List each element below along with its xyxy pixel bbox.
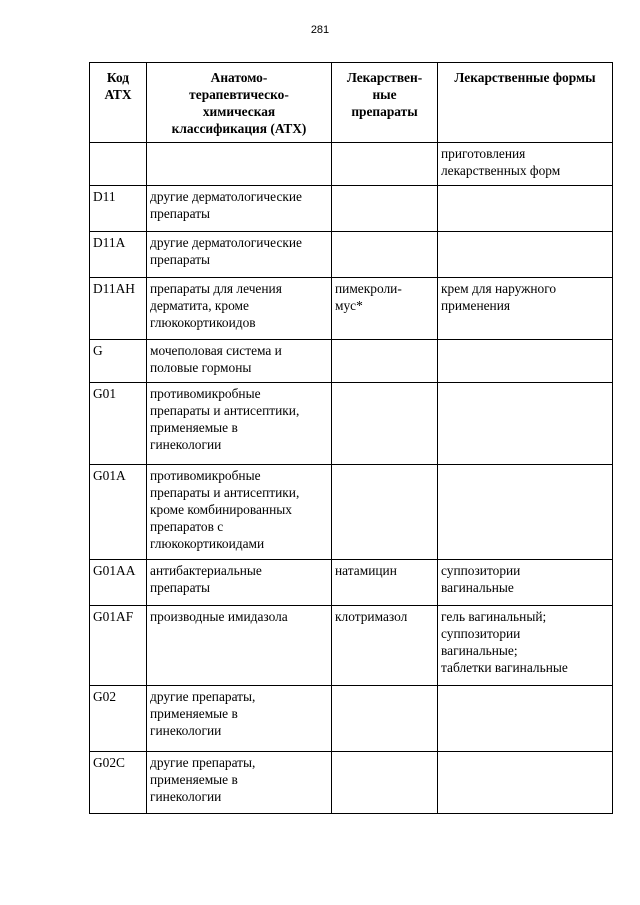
row-drug-name [332,186,438,232]
row-classification: другие дерматологические препараты [147,232,332,278]
row-classification: противомикробные препараты и антисептики, кроме комбинированных препаратов с глюкокортикоидами [147,465,332,560]
row-dosage-forms [438,186,613,232]
table-row [90,560,613,606]
row-atc-code: G02C [90,752,147,814]
atc-classification-table [89,62,613,814]
row-atc-code: D11AH [90,278,147,340]
row-classification: другие препараты, применяемые в гинекологии [147,752,332,814]
table-row [90,278,613,340]
row-drug-name [332,340,438,383]
row-classification [147,143,332,186]
row-atc-code [90,143,147,186]
row-atc-code: G01AF [90,606,147,686]
table-row [90,383,613,465]
row-drug-name [332,232,438,278]
row-dosage-forms: приготовления лекарственных форм [438,143,613,186]
row-atc-code: G01 [90,383,147,465]
row-atc-code: D11A [90,232,147,278]
row-atc-code: G01AA [90,560,147,606]
row-dosage-forms [438,232,613,278]
row-drug-name: клотримазол [332,606,438,686]
table-row [90,752,613,814]
row-drug-name [332,143,438,186]
row-drug-name [332,686,438,752]
row-atc-code: G [90,340,147,383]
row-dosage-forms [438,686,613,752]
row-atc-code: D11 [90,186,147,232]
row-classification: антибактериальные препараты [147,560,332,606]
table-header-row [90,63,613,143]
row-classification: мочеполовая система и половые гормоны [147,340,332,383]
row-dosage-forms: гель вагинальный; суппозитории вагинальные; таблетки вагинальные [438,606,613,686]
row-classification: препараты для лечения дерматита, кроме глюкокортикоидов [147,278,332,340]
row-drug-name [332,752,438,814]
row-dosage-forms: крем для наружного применения [438,278,613,340]
table-row [90,606,613,686]
row-atc-code: G01A [90,465,147,560]
table-row [90,186,613,232]
row-atc-code: G02 [90,686,147,752]
row-drug-name: пимекроли- мус* [332,278,438,340]
row-dosage-forms [438,340,613,383]
header-atc-classification: Анатомо- терапевтическо- химическая классификация (АТХ) [147,63,332,143]
row-classification: другие препараты, применяемые в гинекологии [147,686,332,752]
page-number: 281 [310,24,330,36]
row-classification: противомикробные препараты и антисептики, применяемые в гинекологии [147,383,332,465]
table-row [90,232,613,278]
header-drugs: Лекарствен- ные препараты [332,63,438,143]
row-dosage-forms [438,752,613,814]
table-row [90,340,613,383]
row-classification: производные имидазола [147,606,332,686]
header-atc-code: Код АТХ [90,63,147,143]
table-row [90,143,613,186]
row-drug-name [332,465,438,560]
header-dosage-forms: Лекарственные формы [438,63,613,143]
row-dosage-forms [438,383,613,465]
table-body [90,143,613,814]
row-dosage-forms: суппозитории вагинальные [438,560,613,606]
row-dosage-forms [438,465,613,560]
table-row [90,686,613,752]
table-row [90,465,613,560]
row-drug-name [332,383,438,465]
row-classification: другие дерматологические препараты [147,186,332,232]
row-drug-name: натамицин [332,560,438,606]
